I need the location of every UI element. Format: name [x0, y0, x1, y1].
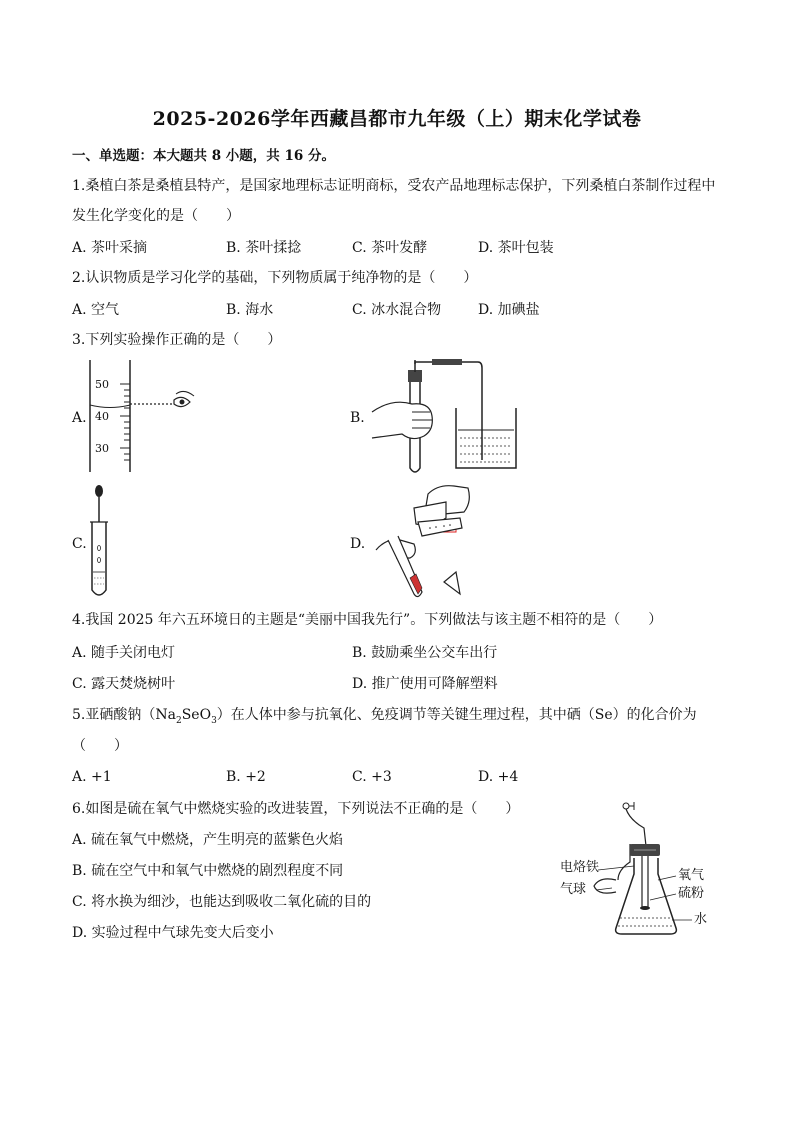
q6-option-d: D. 实验过程中气球先变大后变小 [72, 925, 274, 941]
q3-label-a: A. [72, 410, 87, 426]
q5-stem-line1 [72, 705, 697, 725]
figure-adding-powder [374, 482, 504, 602]
q5-subscript-2: 2 [175, 715, 182, 726]
q5-option-c: C. +3 [352, 769, 392, 785]
q2-option-d: D. 加碘盐 [478, 302, 540, 318]
q6-option-a: A. 硫在氧气中燃烧，产生明亮的蓝紫色火焰 [72, 832, 344, 848]
q3-stem: 3.下列实验操作正确的是（ ） [72, 332, 282, 348]
q2-option-c: C. 冰水混合物 [352, 302, 442, 318]
q1-option-d: D. 茶叶包装 [478, 240, 554, 256]
q4-option-b: B. 鼓励乘坐公交车出行 [352, 645, 498, 661]
label-balloon: 气球 [560, 882, 587, 897]
section-heading: 一、单选题：本大题共 8 小题，共 16 分。 [72, 148, 335, 164]
q1-stem-line1: 1.桑植白茶是桑植县特产，是国家地理标志证明商标，受农产品地理标志保护，下列桑植白茶制作过程中 [72, 178, 716, 194]
q1-option-a: A. 茶叶采摘 [72, 240, 148, 256]
figure-airtightness-check [372, 360, 542, 480]
q5-stem-mid: SeO [181, 707, 212, 723]
q6-option-c: C. 将水换为细沙，也能达到吸收二氧化硫的目的 [72, 894, 372, 910]
q4-option-d: D. 推广使用可降解塑料 [352, 676, 498, 692]
q4-option-c: C. 露天焚烧树叶 [72, 676, 176, 692]
q4-stem: 4.我国 2025 年六五环境日的主题是“美丽中国我先行”。下列做法与该主题不相符的是（ ） [72, 612, 663, 628]
q4-option-a: A. 随手关闭电灯 [72, 645, 176, 661]
q5-stem-post: ）在人体中参与抗氧化、免疫调节等关键生理过程，其中硒（Se）的化合价为 [216, 707, 697, 723]
q1-option-c: C. 茶叶发酵 [352, 240, 428, 256]
q5-option-b: B. +2 [226, 769, 266, 785]
q1-option-b: B. 茶叶揉捻 [226, 240, 302, 256]
q5-stem-line2: （ ） [72, 738, 128, 754]
q5-stem-pre: 5.亚硒酸钠（Na [72, 707, 176, 723]
figure-dropper-test-tube [88, 484, 118, 600]
q5-option-d: D. +4 [478, 769, 519, 785]
label-oxygen: 氧气 [678, 868, 705, 883]
cylinder-tick-30: 30 [95, 442, 109, 455]
q2-option-a: A. 空气 [72, 302, 120, 318]
cylinder-tick-50: 50 [95, 378, 109, 391]
page-title: 2025-2026学年西藏昌都市九年级（上）期末化学试卷 [152, 108, 642, 130]
q6-stem: 6.如图是硫在氧气中燃烧实验的改进装置，下列说法不正确的是（ ） [72, 801, 520, 817]
label-sulfur-powder: 硫粉 [678, 886, 705, 901]
q3-label-c: C. [72, 536, 87, 552]
cylinder-tick-40: 40 [95, 410, 109, 423]
q6-option-b: B. 硫在空气中和氧气中燃烧的剧烈程度不同 [72, 863, 344, 879]
q2-option-b: B. 海水 [226, 302, 274, 318]
q1-stem-line2: 发生化学变化的是（ ） [72, 208, 240, 224]
q2-stem: 2.认识物质是学习化学的基础，下列物质属于纯净物的是（ ） [72, 270, 478, 286]
label-water: 水 [694, 912, 708, 927]
q5-option-a: A. +1 [72, 769, 112, 785]
q3-label-b: B. [350, 410, 365, 426]
q3-label-d: D. [350, 536, 366, 552]
q5-subscript-3: 3 [211, 715, 217, 726]
label-electric-iron: 电烙铁 [560, 860, 600, 875]
